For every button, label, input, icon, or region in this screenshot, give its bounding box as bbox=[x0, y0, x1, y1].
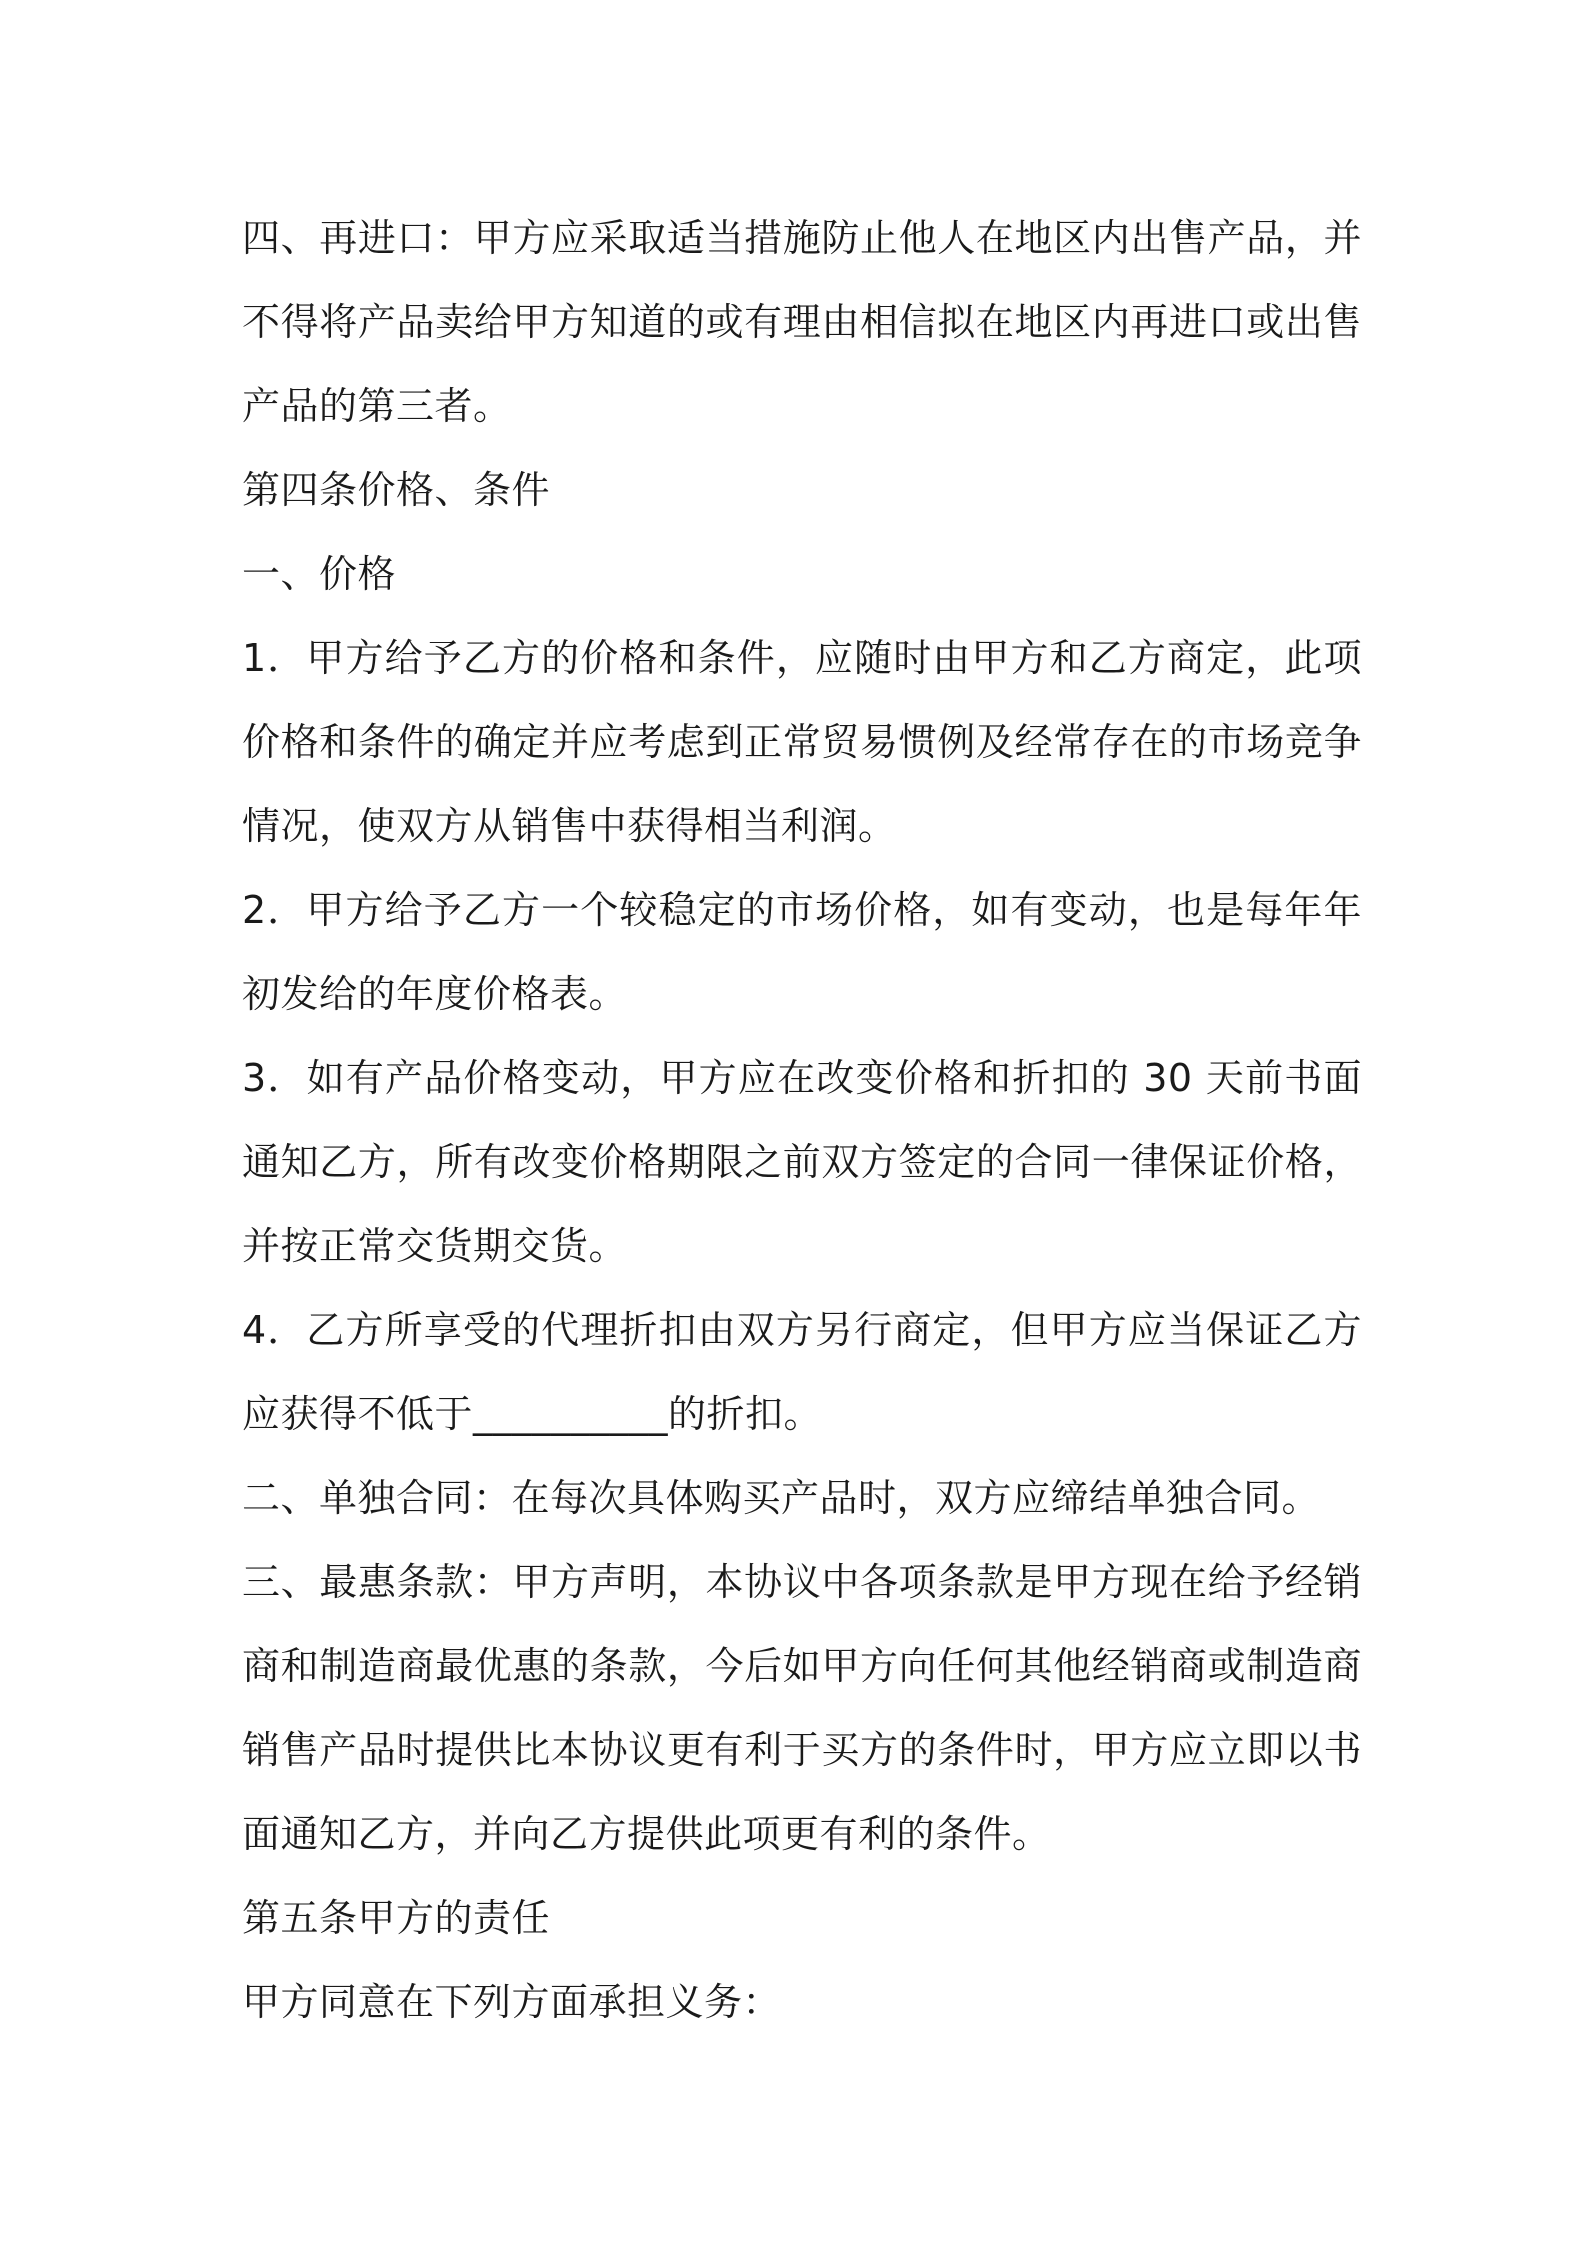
heading-price: 一、价格 bbox=[242, 552, 397, 596]
paragraph-reimport: 四、再进口：甲方应采取适当措施防止他人在地区内出售产品，并不得将产品卖给甲方知道的或有理由相信拟在地区内再进口或出售产品的第三者。 bbox=[242, 216, 1362, 428]
paragraph-most-favored: 三、最惠条款：甲方声明，本协议中各项条款是甲方现在给予经销商和制造商最优惠的条款，今后如甲方向任何其他经销商或制造商销售产品时提供比本协议更有利于买方的条件时，甲方应立即以书面通知乙方，并向乙方提供此项更有利的条件。 bbox=[242, 1560, 1362, 1856]
paragraph-price-item-2: 2．甲方给予乙方一个较稳定的市场价格，如有变动，也是每年年初发给的年度价格表。 bbox=[242, 888, 1362, 1016]
document-page bbox=[242, 196, 1362, 2044]
paragraph-party-a-obligations: 甲方同意在下列方面承担义务： bbox=[242, 1980, 782, 2024]
paragraph-price-item-3: 3．如有产品价格变动，甲方应在改变价格和折扣的 30 天前书面通知乙方，所有改变价格期限之前双方签定的合同一律保证价格，并按正常交货期交货。 bbox=[242, 1056, 1362, 1268]
paragraph-price-item-4: 4．乙方所享受的代理折扣由双方另行商定，但甲方应当保证乙方应获得不低于__________的折扣。 bbox=[242, 1308, 1362, 1436]
paragraph-separate-contract: 二、单独合同：在每次具体购买产品时，双方应缔结单独合同。 bbox=[242, 1476, 1321, 1520]
paragraph-price-item-1: 1．甲方给予乙方的价格和条件，应随时由甲方和乙方商定，此项价格和条件的确定并应考虑到正常贸易惯例及经常存在的市场竞争情况，使双方从销售中获得相当利润。 bbox=[242, 636, 1362, 848]
heading-article-5: 第五条甲方的责任 bbox=[242, 1896, 551, 1940]
heading-article-4: 第四条价格、条件 bbox=[242, 468, 551, 512]
